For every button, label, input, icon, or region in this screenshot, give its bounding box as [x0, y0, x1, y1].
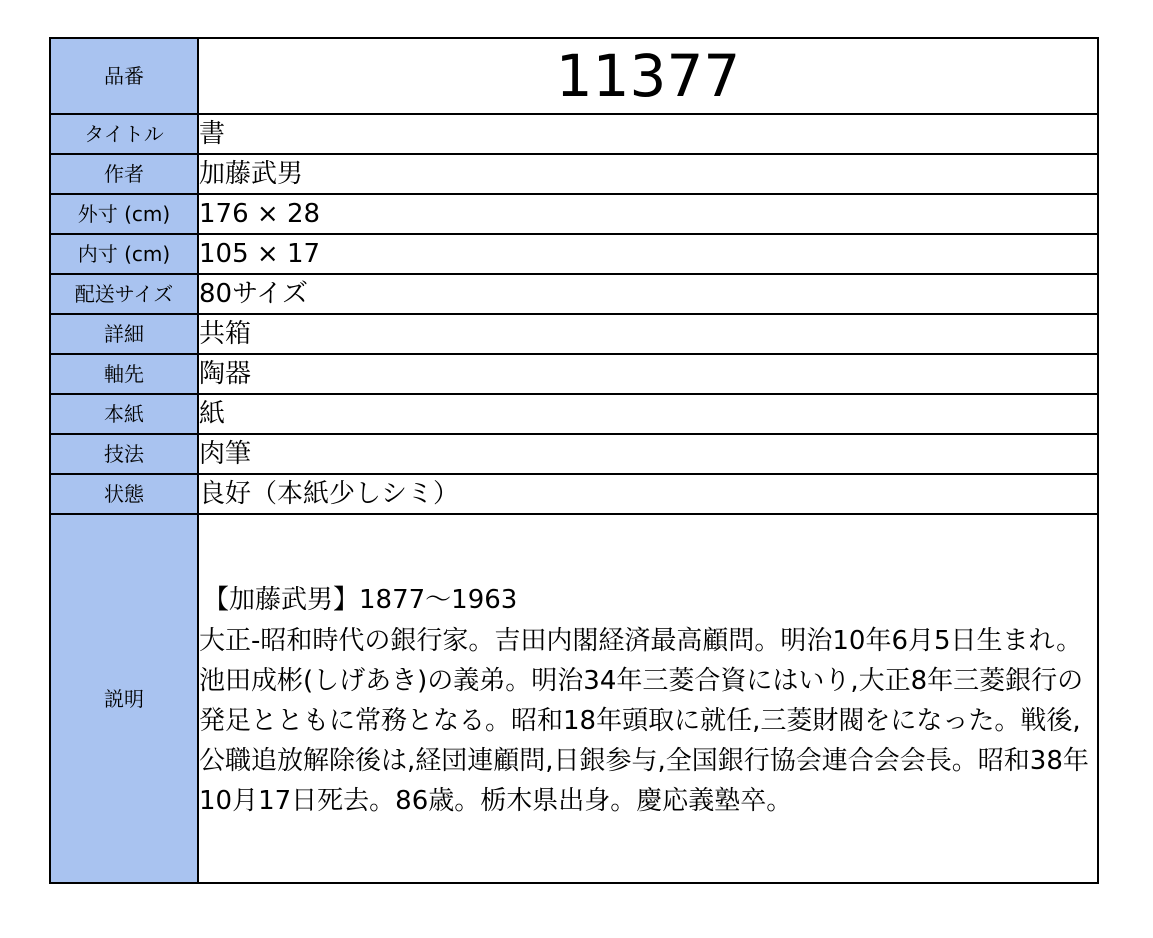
item-number-row — [50, 38, 1098, 114]
author-label: 作者 — [50, 154, 198, 194]
technique-row — [50, 434, 1098, 474]
details-value: 共箱 — [198, 314, 1098, 354]
inner-size-value: 105 × 17 — [198, 234, 1098, 274]
outer-size-value: 176 × 28 — [198, 194, 1098, 234]
description-heading: 【加藤武男】1877〜1963 — [203, 584, 518, 615]
description-label: 説明 — [50, 514, 198, 883]
description-body: 大正-昭和時代の銀行家。吉田内閣経済最高顧問。明治10年6月5日生まれ。池田成彬(しげあき)の義弟。明治34年三菱合資にはいり,大正8年三菱銀行の発足とともに常務となる。昭和18年頭取に就任,三菱財閥をになった。戦後,公職追放解除後は,経団連顧問,日銀参与,全国銀行協会連合会会長。昭和38年10月17日死去。86歳。栃木県出身。慶応義塾卒。 — [199, 625, 1089, 816]
shipping-size-label: 配送サイズ — [50, 274, 198, 314]
technique-value: 肉筆 — [198, 434, 1098, 474]
details-row — [50, 314, 1098, 354]
roller-end-row — [50, 354, 1098, 394]
description-cell — [198, 514, 1098, 883]
details-label: 詳細 — [50, 314, 198, 354]
outer-size-row — [50, 194, 1098, 234]
item-spec-table — [49, 37, 1099, 884]
description-row — [50, 514, 1098, 883]
technique-label: 技法 — [50, 434, 198, 474]
roller-end-label: 軸先 — [50, 354, 198, 394]
item-number-label: 品番 — [50, 38, 198, 114]
condition-label: 状態 — [50, 474, 198, 514]
item-number-value: 11377 — [198, 38, 1098, 114]
description-content — [199, 577, 1097, 821]
author-row — [50, 154, 1098, 194]
title-label: タイトル — [50, 114, 198, 154]
outer-size-label: 外寸 (cm) — [50, 194, 198, 234]
paper-value: 紙 — [198, 394, 1098, 434]
paper-row — [50, 394, 1098, 434]
condition-row — [50, 474, 1098, 514]
roller-end-value: 陶器 — [198, 354, 1098, 394]
inner-size-label: 内寸 (cm) — [50, 234, 198, 274]
condition-value: 良好（本紙少しシミ） — [198, 474, 1098, 514]
title-row — [50, 114, 1098, 154]
inner-size-row — [50, 234, 1098, 274]
author-value: 加藤武男 — [198, 154, 1098, 194]
shipping-size-row — [50, 274, 1098, 314]
paper-label: 本紙 — [50, 394, 198, 434]
title-value: 書 — [198, 114, 1098, 154]
shipping-size-value: 80サイズ — [198, 274, 1098, 314]
